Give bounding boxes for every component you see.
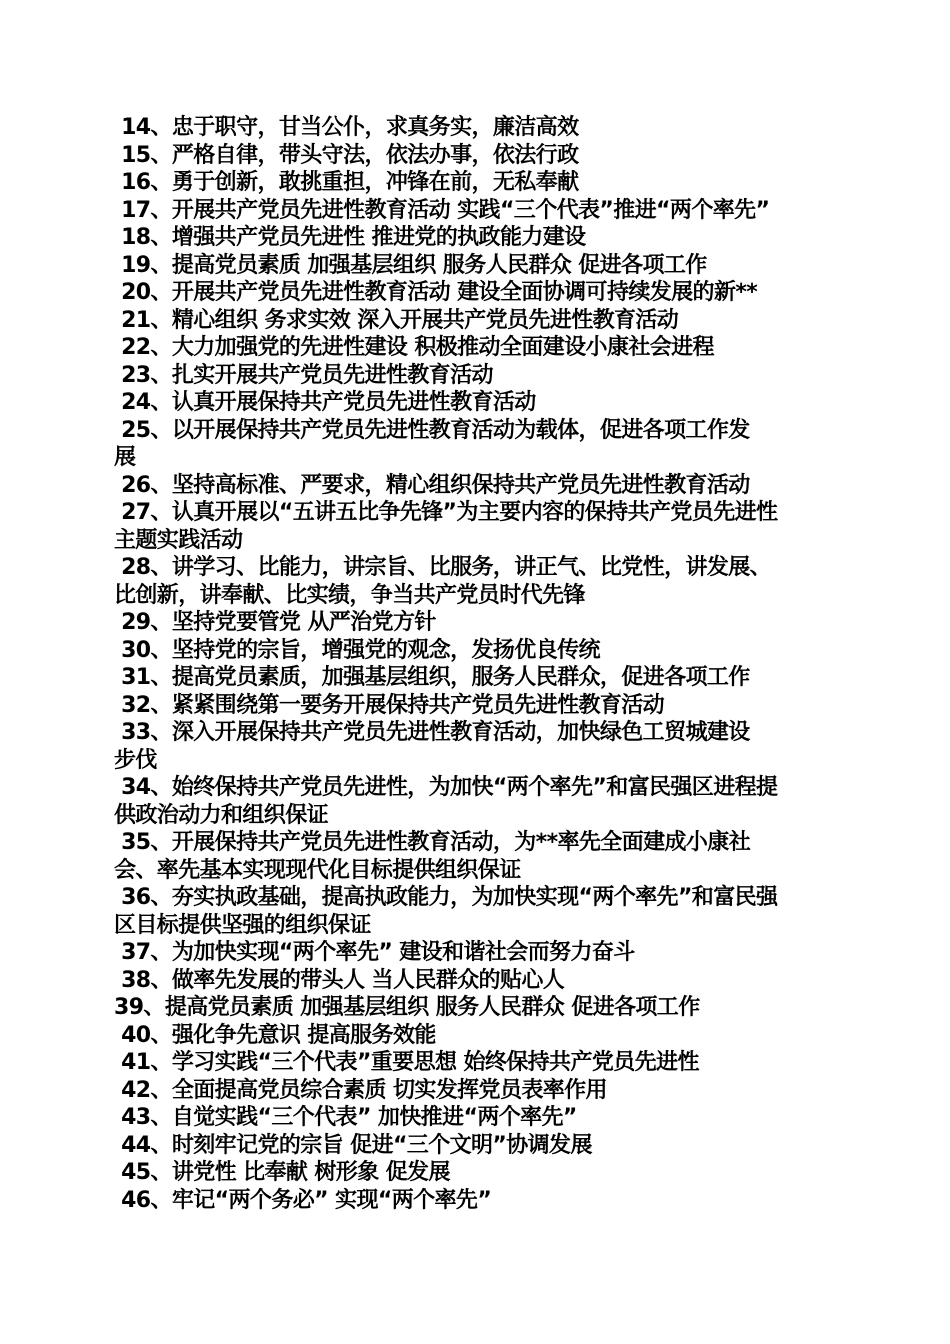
slogan-item-19: 19、提高党员素质 加强基层组织 服务人民群众 促进各项工作 bbox=[114, 252, 707, 278]
slogan-item-41: 41、学习实践“三个代表”重要思想 始终保持共产党员先进性 bbox=[114, 1050, 699, 1075]
slogan-item-43: 43、自觉实践“三个代表” 加快推进“两个率先” bbox=[114, 1105, 577, 1130]
slogan-item-18: 18、增强共产党员先进性 推进党的执政能力建设 bbox=[114, 225, 586, 250]
slogan-item-38: 38、做率先发展的带头人 当人民群众的贴心人 bbox=[114, 967, 565, 993]
slogan-item-32: 32、紧紧围绕第一要务开展保持共产党员先进性教育活动 bbox=[114, 692, 665, 718]
slogan-item-36: 36、夯实执政基础，提高执政能力，为加快实现“两个率先”和富民强 区目标提供坚强的组织保证 bbox=[114, 885, 778, 938]
slogan-item-33: 33、深入开展保持共产党员先进性教育活动，加快绿色工贸城建设 步伐 bbox=[114, 720, 750, 773]
slogan-item-46: 46、牢记“两个务必” 实现“两个率先” bbox=[114, 1187, 492, 1213]
slogan-item-35: 35、开展保持共产党员先进性教育活动，为**率先全面建成小康社 会、率先基本实现现代化目标提供组织保证 bbox=[114, 830, 751, 883]
slogan-item-30: 30、坚持党的宗旨，增强党的观念，发扬优良传统 bbox=[114, 637, 600, 663]
slogan-list bbox=[114, 114, 838, 1214]
slogan-item-17: 17、开展共产党员先进性教育活动 实践“三个代表”推进“两个率先” bbox=[114, 197, 770, 223]
slogan-item-20: 20、开展共产党员先进性教育活动 建设全面协调可持续发展的新** bbox=[114, 280, 758, 305]
slogan-item-40: 40、强化争先意识 提高服务效能 bbox=[114, 1022, 436, 1048]
slogan-item-39: 39、提高党员素质 加强基层组织 服务人民群众 促进各项工作 bbox=[114, 995, 700, 1020]
slogan-item-34: 34、始终保持共产党员先进性，为加快“两个率先”和富民强区进程提 供政治动力和组织保证 bbox=[114, 775, 778, 828]
slogan-item-22: 22、大力加强党的先进性建设 积极推动全面建设小康社会进程 bbox=[114, 335, 714, 360]
slogan-item-16: 16、勇于创新，敢挑重担，冲锋在前，无私奉献 bbox=[114, 170, 579, 195]
slogan-item-23: 23、扎实开展共产党员先进性教育活动 bbox=[114, 362, 493, 388]
slogan-item-26: 26、坚持高标准、严要求，精心组织保持共产党员先进性教育活动 bbox=[114, 472, 750, 498]
slogan-item-25: 25、以开展保持共产党员先进性教育活动为载体，促进各项工作发 展 bbox=[114, 417, 750, 470]
slogan-item-45: 45、讲党性 比奉献 树形象 促发展 bbox=[114, 1160, 450, 1185]
slogan-item-14: 14、忠于职守，甘当公仆，求真务实，廉洁高效 bbox=[114, 115, 579, 140]
slogan-item-44: 44、时刻牢记党的宗旨 促进“三个文明”协调发展 bbox=[114, 1132, 592, 1158]
slogan-item-42: 42、全面提高党员综合素质 切实发挥党员表率作用 bbox=[114, 1077, 607, 1103]
slogan-item-28: 28、讲学习、比能力，讲宗旨、比服务，讲正气、比党性，讲发展、 比创新，讲奉献、比实绩，争当共产党员时代先锋 bbox=[114, 555, 772, 608]
slogan-item-29: 29、坚持党要管党 从严治党方针 bbox=[114, 610, 436, 635]
slogan-item-27: 27、认真开展以“五讲五比争先锋”为主要内容的保持共产党员先进性 主题实践活动 bbox=[114, 500, 778, 553]
slogan-item-31: 31、提高党员素质，加强基层组织，服务人民群众，促进各项工作 bbox=[114, 665, 750, 690]
slogan-item-21: 21、精心组织 务求实效 深入开展共产党员先进性教育活动 bbox=[114, 307, 679, 333]
slogan-item-37: 37、为加快实现“两个率先” 建设和谐社会而努力奋斗 bbox=[114, 940, 635, 965]
slogan-item-15: 15、严格自律，带头守法，依法办事，依法行政 bbox=[114, 142, 579, 168]
slogan-item-24: 24、认真开展保持共产党员先进性教育活动 bbox=[114, 390, 536, 415]
